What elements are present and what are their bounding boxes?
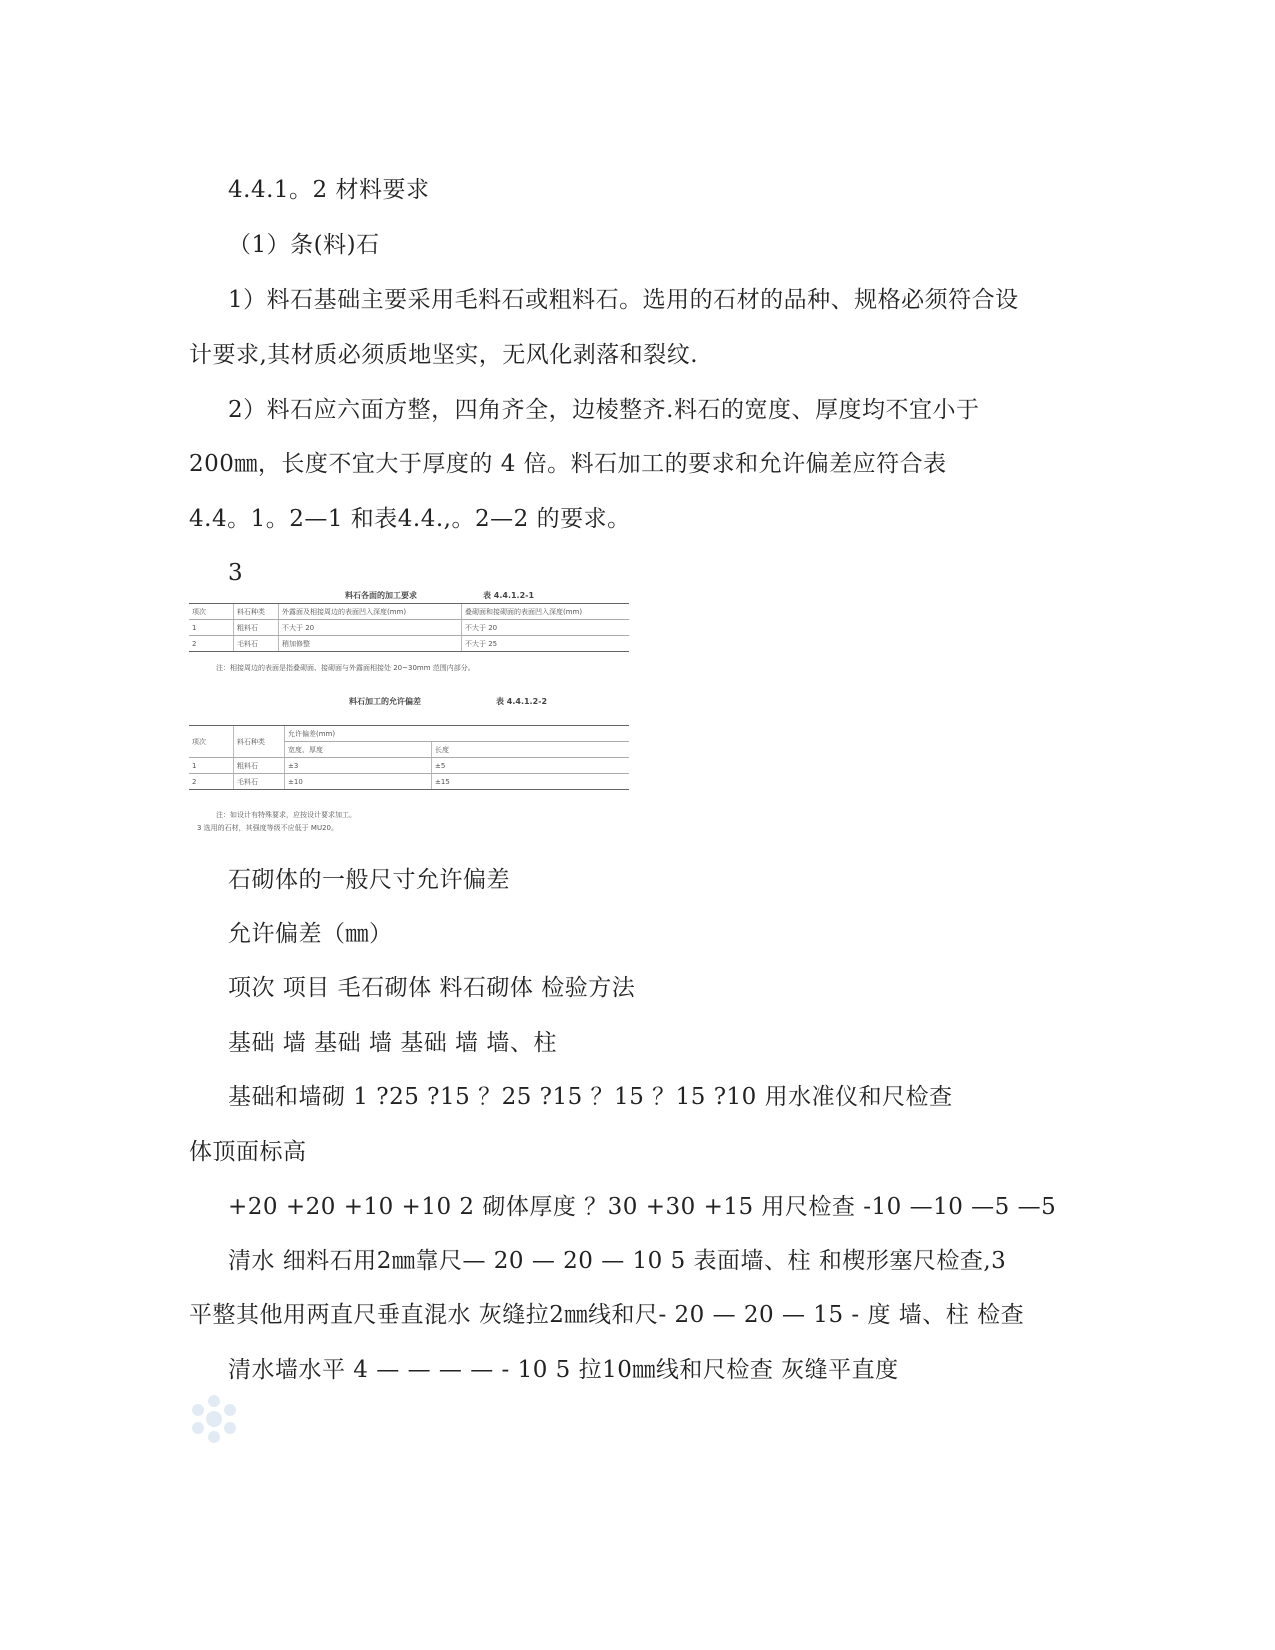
table-2-subheader-cell: 长度	[432, 742, 630, 758]
table-1-title: 料石各面的加工要求	[345, 591, 417, 600]
body-line: 清水墙水平 4 — — — — - 10 5 拉10㎜线和尺检查 灰缝平直度	[228, 1357, 899, 1383]
table-cell: 2	[189, 774, 234, 790]
body-line: 清水 细料石用2㎜靠尺— 20 — 20 — 10 5 表面墙、柱 和楔形塞尺检查,3	[228, 1248, 1007, 1274]
body-line: 平整其他用两直尺垂直混水 灰缝拉2㎜线和尺- 20 — 20 — 15 - 度 墙、柱 检查	[189, 1302, 1025, 1328]
table-cell: 粗料石	[234, 620, 279, 636]
table-cell: 不大于 20	[462, 620, 630, 636]
snowflake-watermark-icon	[188, 1393, 240, 1445]
table-cell: 1	[189, 620, 234, 636]
table-row	[189, 620, 629, 636]
body-line: 石砌体的一般尺寸允许偏差	[228, 867, 510, 893]
table-2-header-row	[189, 726, 629, 742]
item-number-3: 3	[228, 560, 244, 586]
table-1-header-cell: 料石种类	[234, 604, 279, 620]
table-cell: 毛料石	[234, 774, 285, 790]
body-line: 体顶面标高	[189, 1139, 307, 1165]
table-1-header-row	[189, 604, 629, 620]
paragraph-2-line-1: 2）料石应六面方整，四角齐全，边棱整齐.料石的宽度、厚度均不宜小于	[228, 397, 980, 423]
table-cell: 稍加修整	[279, 636, 462, 652]
table-1-header-cell: 项次	[189, 604, 234, 620]
table-cell: ±3	[285, 758, 432, 774]
table-1-note: 注：相接周边的表面是指叠砌面、接砌面与外露面相接处 20~30mm 范围内部分。	[216, 664, 475, 672]
table-2-title: 料石加工的允许偏差	[349, 697, 421, 706]
table-cell: ±15	[432, 774, 630, 790]
table-cell: 毛料石	[234, 636, 279, 652]
body-line: 允许偏差（㎜）	[228, 921, 393, 947]
table-1	[189, 603, 629, 652]
table-cell: ±5	[432, 758, 630, 774]
body-line: 基础 墙 基础 墙 基础 墙 墙、柱	[228, 1030, 557, 1056]
table-row	[189, 774, 629, 790]
body-line: 基础和墙砌 1 ?25 ?15 ？25 ?15 ？15 ？15 ?10 用水准仪和尺检查	[228, 1084, 953, 1110]
table-1-header-cell: 外露面及相接周边的表面凹入深度(mm)	[279, 604, 462, 620]
table-1-tag: 表 4.4.1.2-1	[483, 591, 535, 600]
table-row	[189, 758, 629, 774]
table-2-header-cell: 项次	[189, 726, 234, 758]
table-cell: 粗料石	[234, 758, 285, 774]
table-2-header-cell: 料石种类	[234, 726, 285, 758]
paragraph-2-line-3: 4.4。1。2—1 和表4.4.,。2—2 的要求。	[189, 506, 631, 532]
table-1-header-cell: 叠砌面和接砌面的表面凹入深度(mm)	[462, 604, 630, 620]
table-cell: 不大于 25	[462, 636, 630, 652]
table-row	[189, 636, 629, 652]
table-cell: 1	[189, 758, 234, 774]
table-2-tag: 表 4.4.1.2-2	[496, 697, 548, 706]
table-2-header-cell: 允许偏差(mm)	[285, 726, 630, 742]
paragraph-2-line-2: 200㎜，长度不宜大于厚度的 4 倍。料石加工的要求和允许偏差应符合表	[189, 451, 947, 477]
body-line: +20 +20 +10 +10 2 砌体厚度 ？30 +30 +15 用尺检查 -10 —10 —5 —5	[228, 1194, 1057, 1220]
subsection-heading: （1）条(料)石	[228, 232, 380, 258]
table-2-subheader-cell: 宽度、厚度	[285, 742, 432, 758]
section-heading: 4.4.1。2 材料要求	[228, 177, 430, 203]
body-line: 项次 项目 毛石砌体 料石砌体 检验方法	[228, 975, 636, 1001]
paragraph-1-line-2: 计要求,其材质必须质地坚实，无风化剥落和裂纹.	[189, 342, 699, 368]
table-2-note-2: 3 选用的石材，其强度等级不应低于 MU20。	[197, 824, 338, 832]
table-cell: 2	[189, 636, 234, 652]
table-cell: 不大于 20	[279, 620, 462, 636]
table-2	[189, 725, 629, 790]
table-2-note: 注：如设计有特殊要求，应按设计要求加工。	[216, 811, 356, 819]
table-cell: ±10	[285, 774, 432, 790]
paragraph-1-line-1: 1）料石基础主要采用毛料石或粗料石。选用的石材的品种、规格必须符合设	[228, 287, 1019, 313]
